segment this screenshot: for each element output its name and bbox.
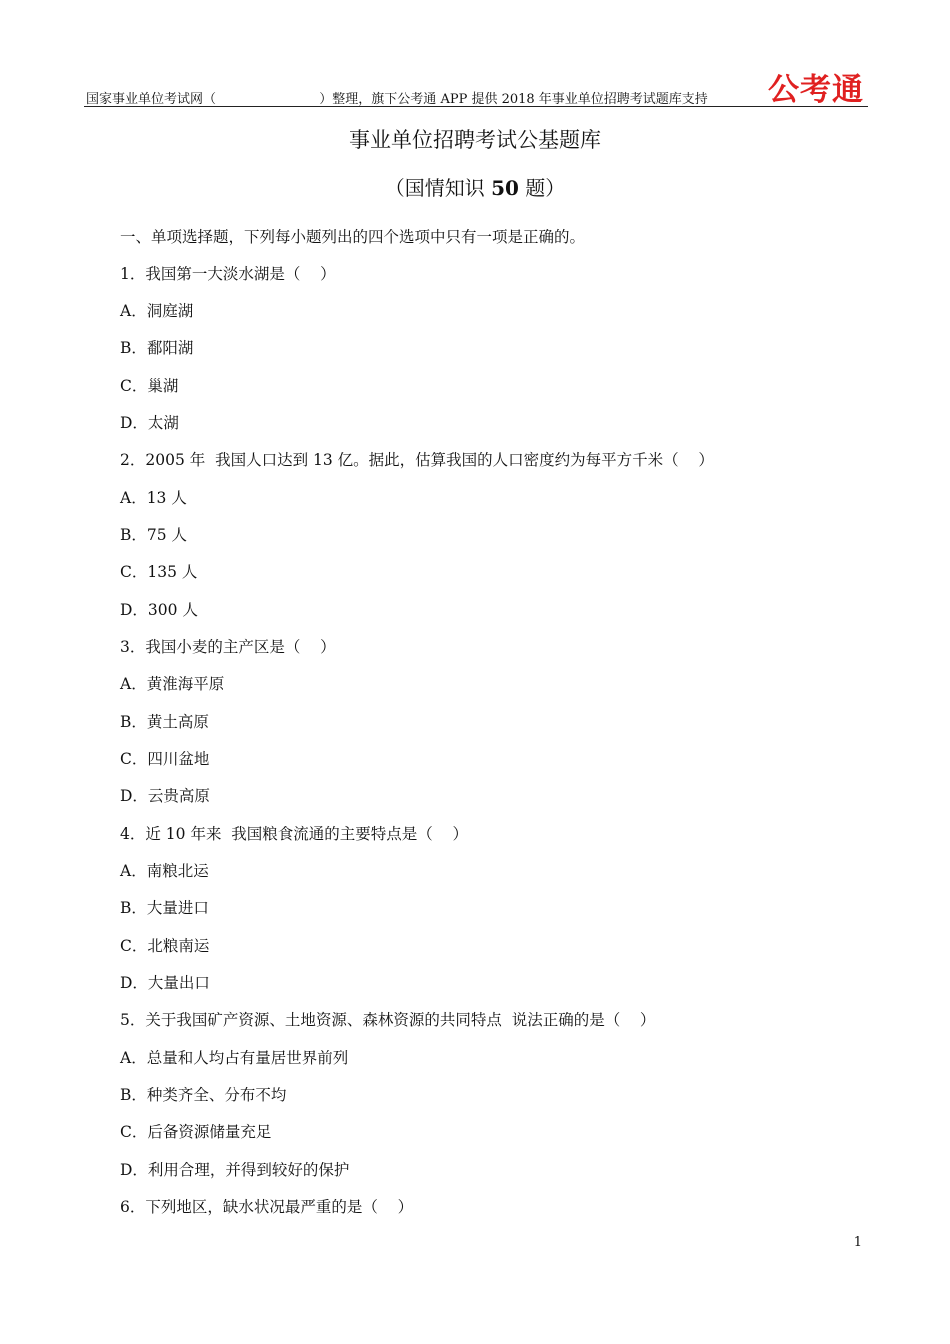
option-line: C．北粮南运: [120, 937, 210, 955]
option-line: D．太湖: [120, 414, 179, 432]
subtitle-close: 题）: [518, 176, 566, 200]
option-line: D．利用合理，并得到较好的保护: [120, 1161, 350, 1179]
option-line: B．鄱阳湖: [120, 339, 194, 357]
option-line: A．13 人: [120, 489, 187, 507]
question-line: 3．我国小麦的主产区是（ ）: [120, 638, 336, 656]
option-line: A．南粮北运: [120, 862, 209, 880]
question-line: 1．我国第一大淡水湖是（ ）: [120, 265, 336, 283]
option-line: B．种类齐全、分布不均: [120, 1086, 287, 1104]
brand-logo: 公考通: [768, 72, 864, 108]
option-line: D．大量出口: [120, 974, 210, 992]
option-line: C．四川盆地: [120, 750, 210, 768]
question-line: 2．2005 年 我国人口达到 13 亿。据此，估算我国的人口密度约为每平方千米（ ）: [120, 451, 714, 469]
option-line: D．云贵高原: [120, 787, 210, 805]
question-line: 5．关于我国矿产资源、土地资源、森林资源的共同特点 说法正确的是（ ）: [120, 1011, 656, 1029]
option-line: D．300 人: [120, 601, 198, 619]
question-line: 4．近 10 年来 我国粮食流通的主要特点是（ ）: [120, 825, 469, 843]
option-line: A．总量和人均占有量居世界前列: [120, 1049, 349, 1067]
option-line: C．后备资源储量充足: [120, 1123, 272, 1141]
instruction-text: 一、单项选择题，下列每小题列出的四个选项中只有一项是正确的。: [120, 228, 586, 246]
option-line: B．黄土高原: [120, 713, 209, 731]
option-line: B．75 人: [120, 526, 188, 544]
document-title: 事业单位招聘考试公基题库: [349, 128, 601, 152]
page-header: [84, 62, 868, 107]
option-line: C．巢湖: [120, 377, 179, 395]
question-line: 6．下列地区，缺水状况最严重的是（ ）: [120, 1198, 414, 1216]
document-subtitle: [0, 172, 950, 201]
header-text: 国家事业单位考试网（ ）整理，旗下公考通 APP 提供 2018 年事业单位招聘考试题库支持: [86, 92, 708, 107]
subtitle-count: 50: [491, 176, 519, 200]
page-number: 1: [853, 1235, 862, 1250]
option-line: A．黄淮海平原: [120, 675, 225, 693]
option-line: A．洞庭湖: [120, 302, 194, 320]
subtitle-open: （国情知识: [384, 176, 492, 200]
option-line: C．135 人: [120, 563, 198, 581]
option-line: B．大量进口: [120, 899, 209, 917]
